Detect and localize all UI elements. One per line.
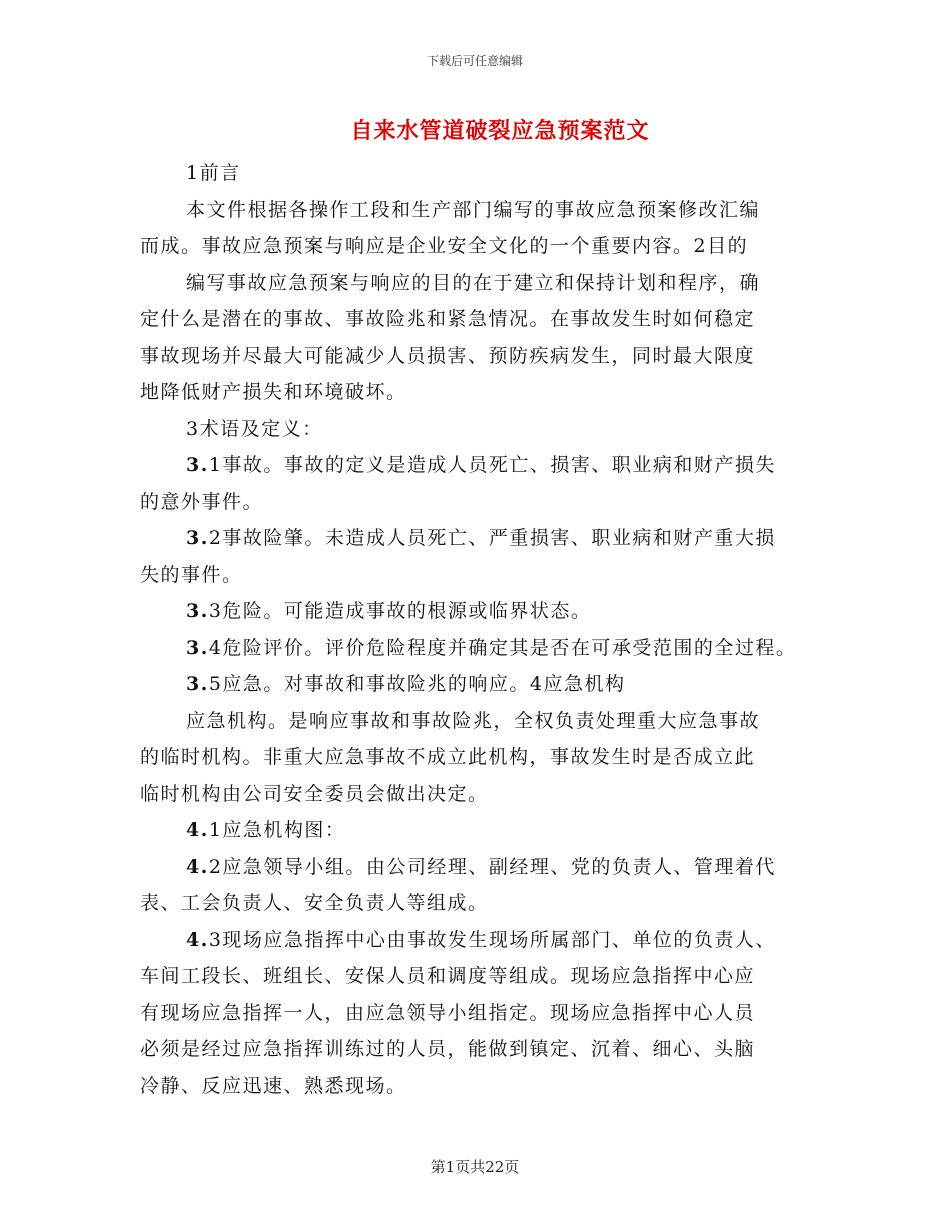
body-line [140,484,830,521]
body-line [140,995,830,1032]
body-line [140,557,830,594]
body-line [140,958,830,995]
body-line [140,228,830,265]
section-number: 4. [186,819,209,841]
body-line [140,155,830,192]
body-line-text: 3危险。可能造成事故的根源或临界状态。 [208,600,592,622]
body-line [140,885,830,922]
body-line [140,1068,830,1105]
section-number: 3. [186,636,209,659]
body-line-text: 车间工段长、班组长、安保人员和调度等组成。现场应急指挥中心应 [140,965,756,987]
section-number: 3. [186,527,209,549]
body-line-text: 临时机构由公司安全委员会做出决定。 [140,782,489,805]
body-line-text: 定什么是潜在的事故、事故险兆和紧急情况。在事故发生时如何稳定 [140,308,756,330]
document-body [140,155,830,1104]
section-number: 3. [186,600,209,622]
body-line [140,520,830,557]
body-line-text: 地降低财产损失和环境破坏。 [140,381,407,403]
body-line [140,703,830,740]
body-line [140,447,830,484]
body-line-text: 1应急机构图： [208,819,346,841]
body-line [140,812,830,849]
body-line-text: 本文件根据各操作工段和生产部门编写的事故应急预案修改汇编 [186,198,761,221]
body-line-text: 2应急领导小组。由公司经理、副经理、党的负责人、管理着代 [208,855,776,878]
section-number: 4. [186,855,209,878]
body-line-text: 的临时机构。非重大应急事故不成立此机构，事故发生时是否成立此 [140,746,756,768]
body-line-text: 表、工会负责人、安全负责人等组成。 [140,892,489,914]
body-line-text: 编写事故应急预案与响应的目的在于建立和保持计划和程序，确 [186,271,761,294]
section-number: 3. [186,673,209,695]
body-line [140,849,830,886]
body-line [140,192,830,229]
body-line-text: 5应急。对事故和事故险兆的响应。4应急机构 [208,673,626,695]
body-line [140,922,830,959]
body-line-text: 1前言 [186,162,241,184]
body-line-text: 1事故。事故的定义是造成人员死亡、损害、职业病和财产损失 [208,454,776,476]
body-line [140,374,830,411]
body-line [140,630,830,667]
body-line-text: 冷静、反应迅速、熟悉现场。 [140,1074,407,1097]
body-line-text: 必须是经过应急指挥训练过的人员，能做到镇定、沉着、细心、头脑 [140,1038,756,1060]
body-line-text: 3术语及定义： [186,417,323,440]
body-line-text: 的意外事件。 [140,490,264,513]
body-line-text: 而成。事故应急预案与响应是企业安全文化的一个重要内容。2目的 [140,235,749,257]
body-line-text: 应急机构。是响应事故和事故险兆，全权负责处理重大应急事故 [186,709,761,732]
body-line [140,1031,830,1068]
body-line [140,338,830,375]
document-title: 自来水管道破裂应急预案范文 [350,118,650,144]
body-line [140,776,830,813]
body-line-text: 有现场应急指挥一人，由应急领导小组指定。现场应急指挥中心人员 [140,1001,756,1024]
body-line [140,265,830,302]
body-line [140,301,830,338]
body-line-text: 2事故险肇。未造成人员死亡、严重损害、职业病和财产重大损 [208,527,776,549]
body-line-text: 3现场应急指挥中心由事故发生现场所属部门、单位的负责人、 [208,928,776,951]
section-number: 3. [186,454,209,476]
body-line-text: 事故现场并尽最大可能减少人员损害、预防疾病发生，同时最大限度 [140,344,756,367]
body-line-text: 失的事件。 [140,563,243,586]
body-line [140,739,830,776]
body-line [140,411,830,448]
section-number: 4. [186,928,209,951]
body-line [140,593,830,630]
page-header: 下载后可任意编辑 [426,54,523,68]
body-line [140,666,830,703]
body-line-text: 4危险评价。评价危险程度并确定其是否在可承受范围的全过程。 [208,636,797,659]
page-footer: 第1页共22页 [430,1158,520,1176]
